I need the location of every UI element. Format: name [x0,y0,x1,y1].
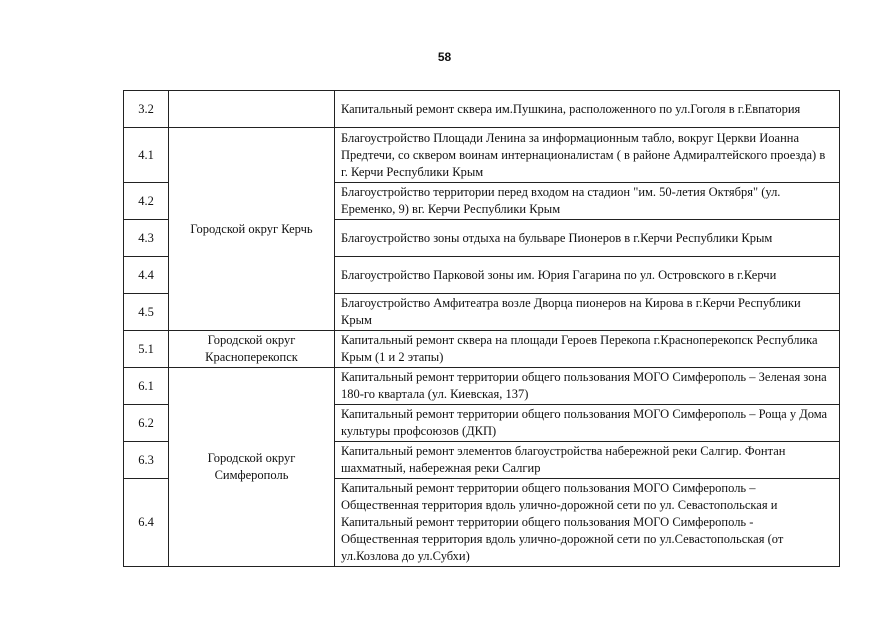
row-number: 4.2 [124,183,169,220]
row-number: 4.5 [124,294,169,331]
row-number: 6.1 [124,368,169,405]
row-description: Капитальный ремонт сквера на площади Героев Перекопа г.Красноперекопск Республика Крым (1 и 2 этапы) [335,331,840,368]
row-number: 4.4 [124,257,169,294]
row-description: Благоустройство Парковой зоны им. Юрия Гагарина по ул. Островского в г.Керчи [335,257,840,294]
row-number: 6.3 [124,442,169,479]
row-description: Капитальный ремонт сквера им.Пушкина, расположенного по ул.Гоголя в г.Евпатория [335,91,840,128]
projects-table [123,90,840,567]
row-number: 3.2 [124,91,169,128]
row-description: Благоустройство территории перед входом на стадион "им. 50-летия Октября" (ул. Еременко, 9) вг. Керчи Республики Крым [335,183,840,220]
table-row [124,91,840,128]
row-description: Благоустройство Площади Ленина за информационным табло, вокруг Церкви Иоанна Предтечи, со сквером воинам интернационалистам ( в районе Адмиралтейского проезда) в г. Керчи Республики Крым [335,128,840,183]
row-number: 4.1 [124,128,169,183]
row-number: 6.2 [124,405,169,442]
page-number: 58 [437,50,452,64]
row-description: Капитальный ремонт территории общего пользования МОГО Симферополь – Общественная территория вдоль улично-дорожной сети по ул. Севастопольская и Капитальный ремонт территории общего пользования МОГО Симферополь - Общественная территория вдоль улично-дорожной сети по ул.Севастопольская (от ул.Козлова до ул.Субхи) [335,479,840,567]
row-number: 4.3 [124,220,169,257]
district-line: Красноперекопск [205,350,298,364]
district-simferopol [169,368,335,567]
district-cell-empty [169,91,335,128]
district-krasnoperekopsk [169,331,335,368]
table-row [124,331,840,368]
row-description: Благоустройство зоны отдыха на бульваре Пионеров в г.Керчи Республики Крым [335,220,840,257]
district-line: Городской округ [207,451,296,465]
row-number: 5.1 [124,331,169,368]
table-row [124,368,840,405]
district-kerch: Городской округ Керчь [169,128,335,331]
row-description: Капитальный ремонт территории общего пользования МОГО Симферополь – Зеленая зона 180-го квартала (ул. Киевская, 137) [335,368,840,405]
district-line: Симферополь [214,468,289,482]
district-line: Городской округ [207,333,296,347]
row-description: Благоустройство Амфитеатра возле Дворца пионеров на Кирова в г.Керчи Республики Крым [335,294,840,331]
row-description: Капитальный ремонт элементов благоустройства набережной реки Салгир. Фонтан шахматный, набережная реки Салгир [335,442,840,479]
row-description: Капитальный ремонт территории общего пользования МОГО Симферополь – Роща у Дома культуры профсоюзов (ДКП) [335,405,840,442]
row-number: 6.4 [124,479,169,567]
table-row [124,128,840,183]
